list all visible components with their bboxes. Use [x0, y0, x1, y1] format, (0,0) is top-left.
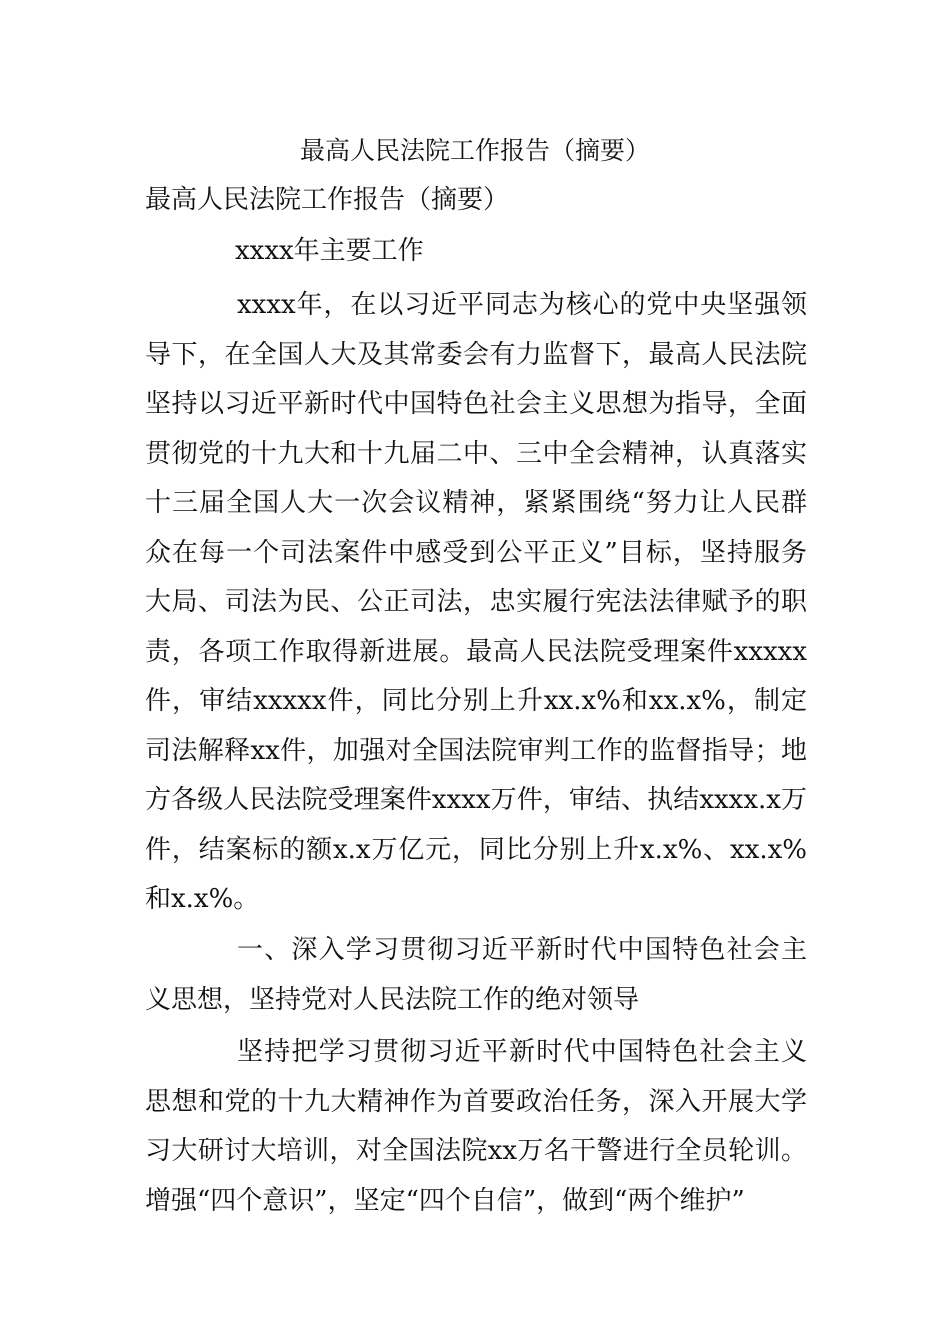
document-title: 最高人民法院工作报告（摘要） [299, 136, 650, 165]
document-subtitle: 最高人民法院工作报告（摘要） [145, 185, 510, 215]
section-heading-2: 一、深入学习贯彻习近平新时代中国特色社会主义思想，坚持党对人民法院工作的绝对领导 [145, 935, 807, 1015]
section-heading: xxxx年主要工作 [235, 236, 424, 266]
body-paragraph-1: xxxx年，在以习近平同志为核心的党中央坚强领导下，在全国人大及其常委会有力监督下，最高人民法院坚持以习近平新时代中国特色社会主义思想为指导，全面贯彻党的十九大和十九届二中、三中全会精神，认真落实十三届全国人大一次会议精神，紧紧围绕“努力让人民群众在每一个司法案件中感受到公平正义”目标，坚持服务大局、司法为民、公正司法，忠实履行宪法法律赋予的职责，各项工作取得新进展。最高人民法院受理案件xxxxx件，审结xxxxx件，同比分别上升xx.x%和xx.x%，制定司法解释xx件，加强对全国法院审判工作的监督指导；地方各级人民法院受理案件xxxx万件，审结、执结xxxx.x万件，结案标的额x.x万亿元，同比分别上升x.x%、xx.x%和x.x%。 [145, 290, 807, 914]
body-paragraph-2: 坚持把学习贯彻习近平新时代中国特色社会主义思想和党的十九大精神作为首要政治任务，深入开展大学习大研讨大培训，对全国法院xx万名干警进行全员轮训。增强“四个意识”，坚定“四个自信”，做到“两个维护” [145, 1037, 807, 1216]
